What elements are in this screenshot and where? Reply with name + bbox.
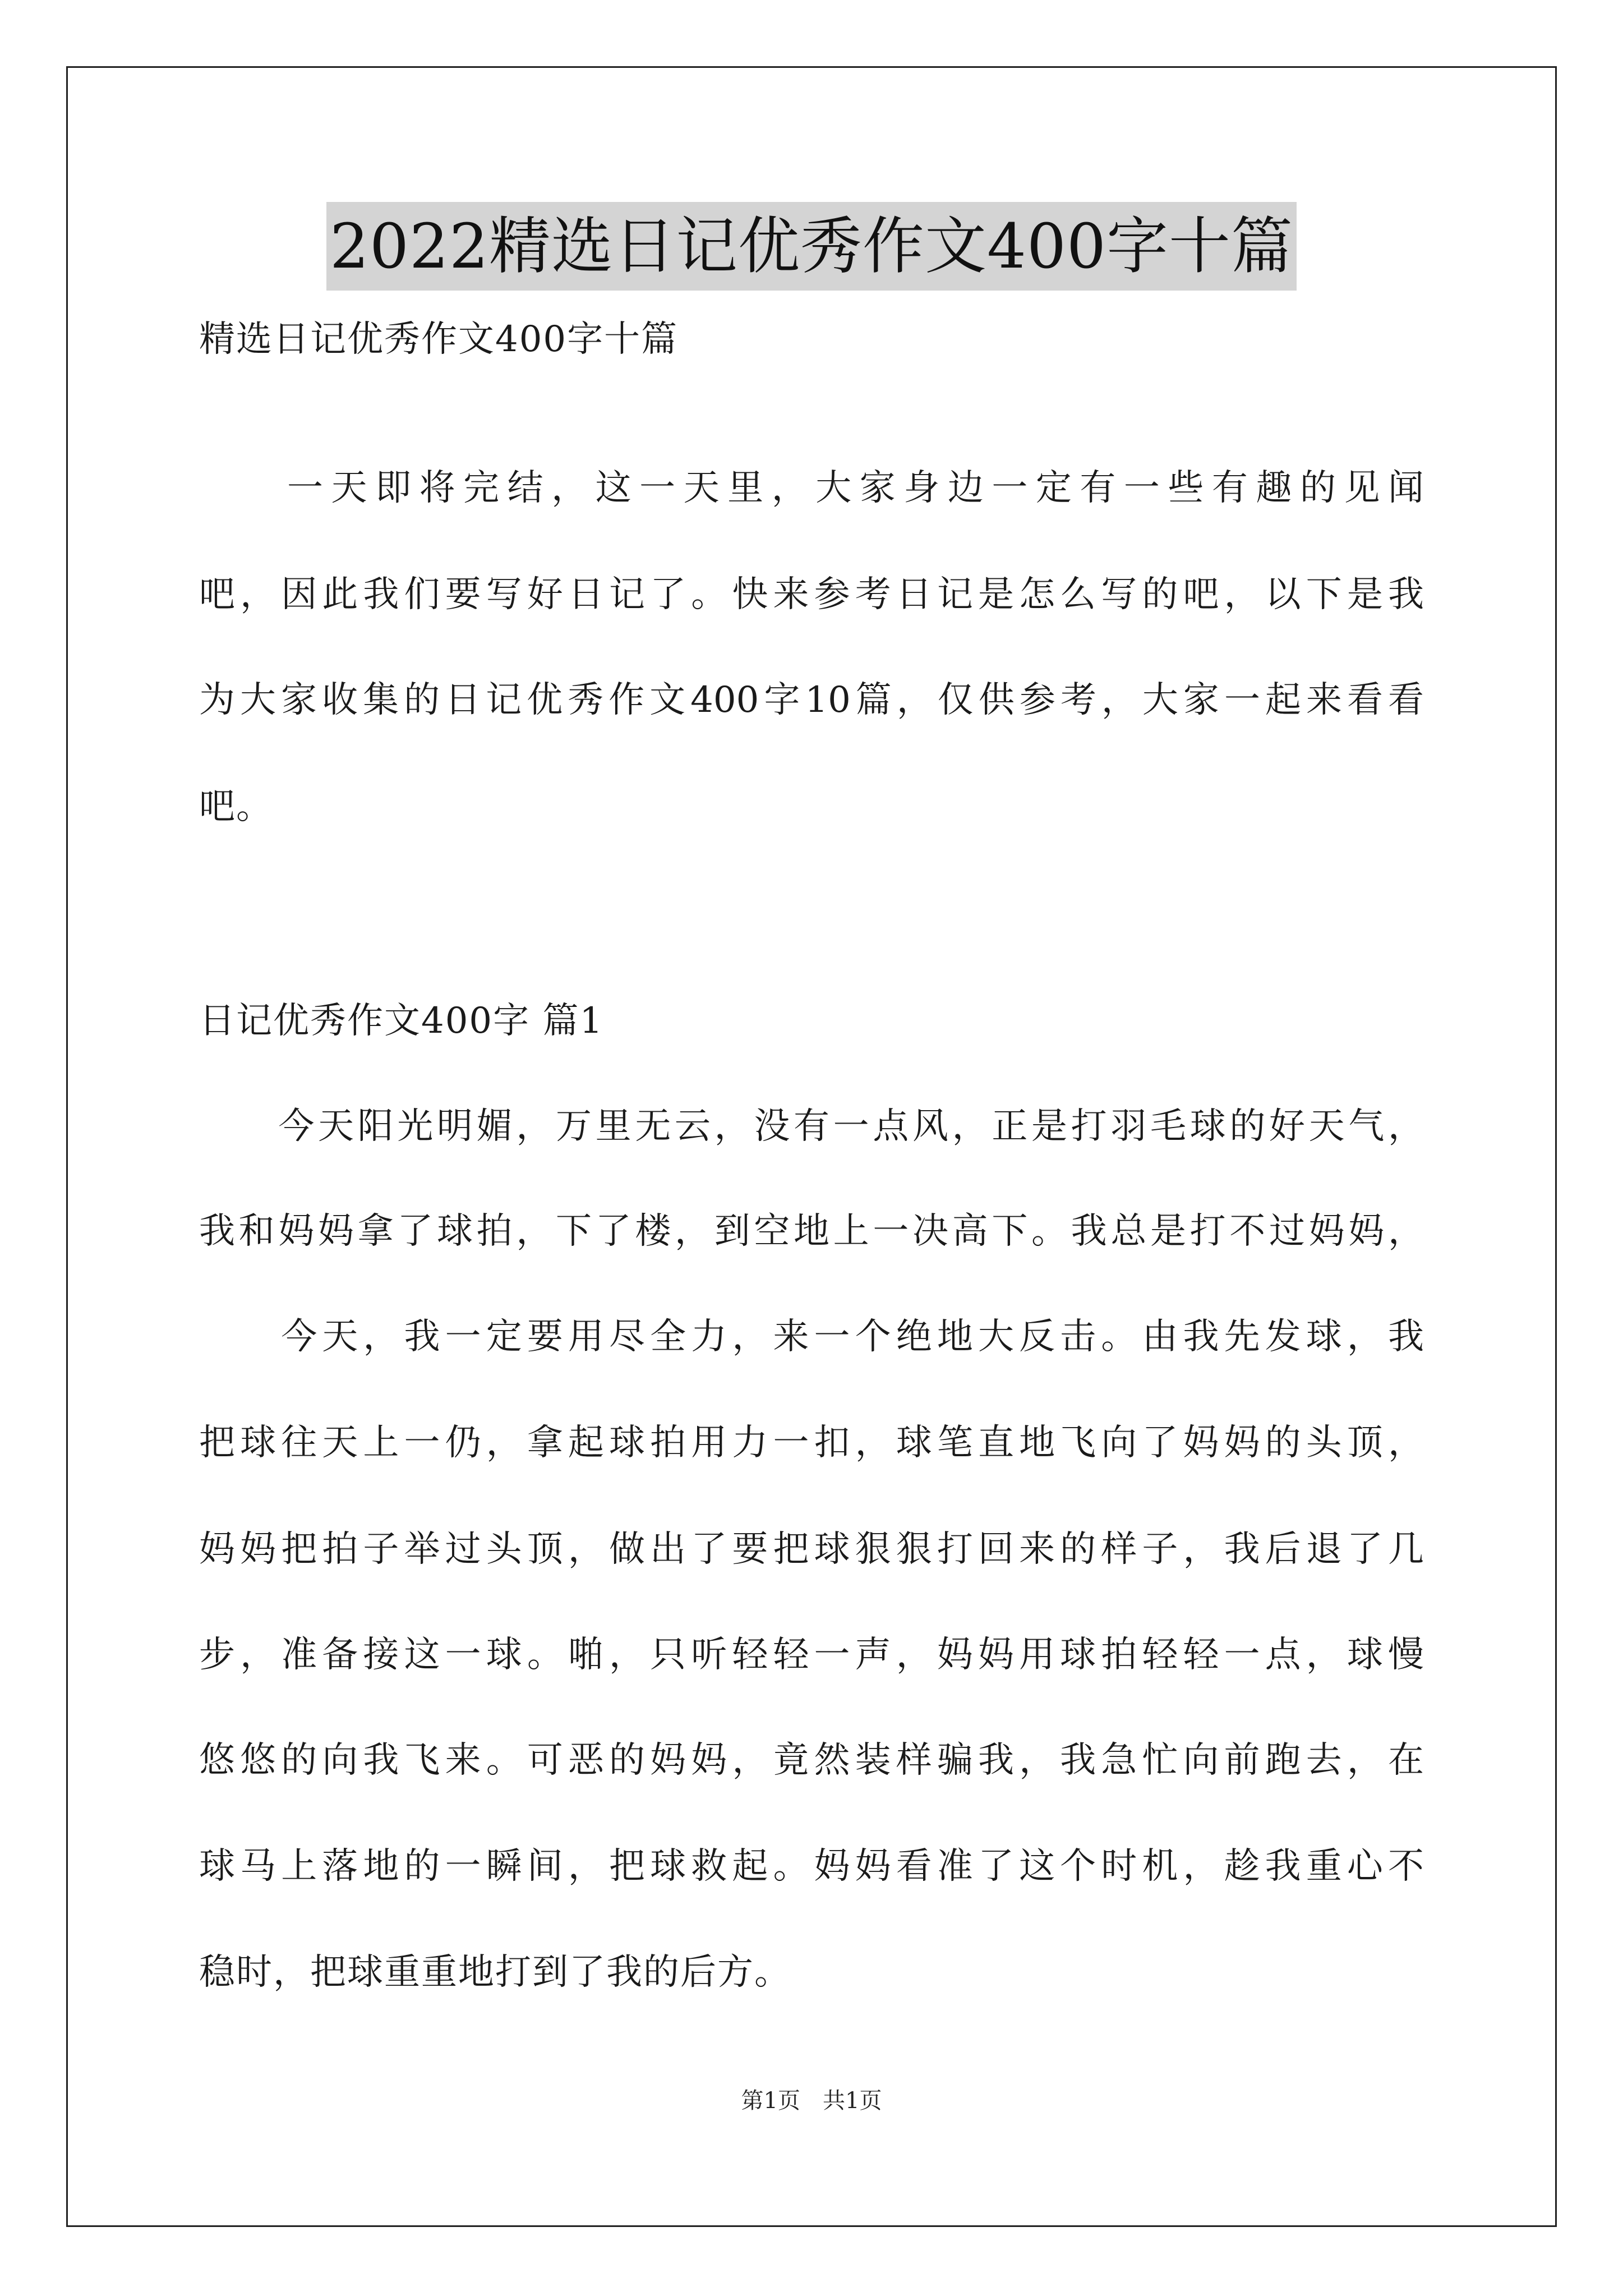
- body-line: 今天阳光明媚，万里无云，没有一点风，正是打羽毛球的好天气，: [199, 1106, 1424, 1147]
- body-line: 球马上落地的一瞬间，把球救起。妈妈看准了这个时机，趁我重心不: [199, 1846, 1424, 1887]
- title-container: [0, 202, 1623, 291]
- page-footer: 第1页 共1页: [741, 2088, 882, 2114]
- body-line: 今天，我一定要用尽全力，来一个绝地大反击。由我先发球，我: [199, 1316, 1424, 1358]
- document-subtitle: 精选日记优秀作文400字十篇: [199, 319, 679, 360]
- body-line: 悠悠的向我飞来。可恶的妈妈，竟然装样骗我，我急忙向前跑去，在: [199, 1740, 1424, 1781]
- intro-line: 吧。: [199, 786, 273, 827]
- section-heading: 日记优秀作文400字 篇1: [199, 1000, 604, 1042]
- body-line: 把球往天上一仍，拿起球拍用力一扣，球笔直地飞向了妈妈的头顶，: [199, 1422, 1424, 1464]
- intro-line: 为大家收集的日记优秀作文400字10篇，仅供参考，大家一起来看看: [199, 679, 1424, 721]
- body-line: 稳时，把球重重地打到了我的后方。: [199, 1952, 791, 1993]
- body-line: 步，准备接这一球。啪，只听轻轻一声，妈妈用球拍轻轻一点，球慢: [199, 1634, 1424, 1676]
- intro-line: 一天即将完结，这一天里，大家身边一定有一些有趣的见闻: [199, 467, 1424, 509]
- body-line: 我和妈妈拿了球拍，下了楼，到空地上一决高下。我总是打不过妈妈，: [199, 1211, 1424, 1252]
- intro-line: 吧，因此我们要写好日记了。快来参考日记是怎么写的吧，以下是我: [199, 574, 1424, 615]
- body-line: 妈妈把拍子举过头顶，做出了要把球狠狠打回来的样子，我后退了几: [199, 1529, 1424, 1570]
- document-title: 2022精选日记优秀作文400字十篇: [326, 202, 1297, 291]
